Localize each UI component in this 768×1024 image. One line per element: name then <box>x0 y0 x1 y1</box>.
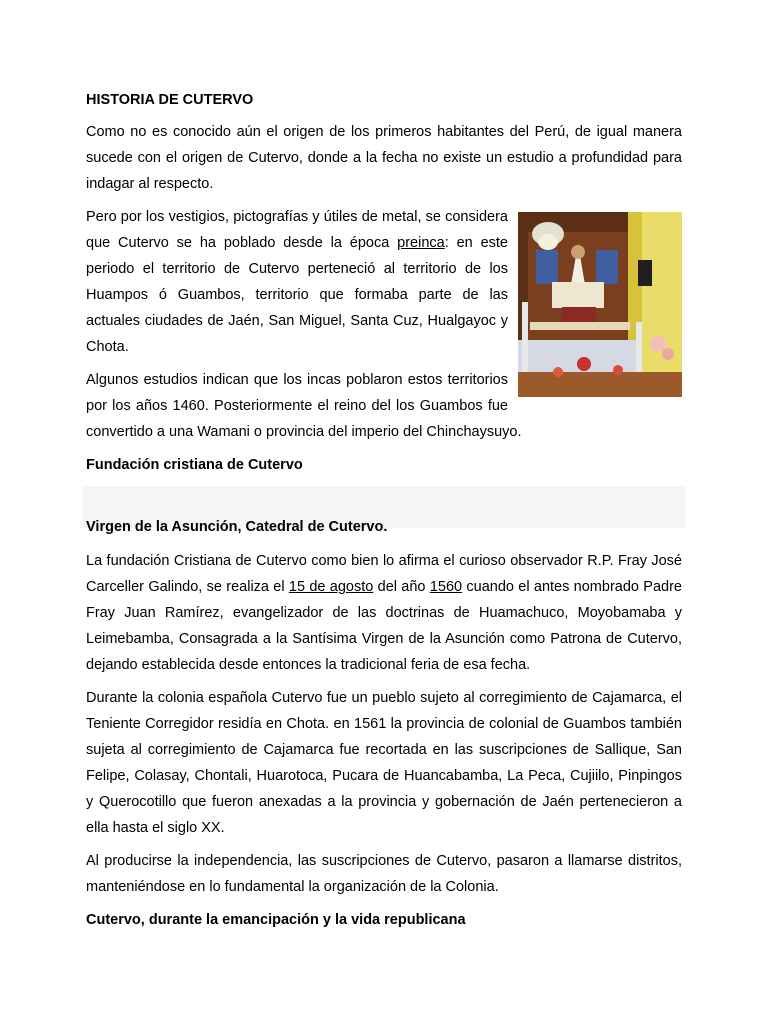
heading-emancipacion: Cutervo, durante la emancipación y la vida republicana <box>86 912 466 928</box>
fundacion-text-3: cuando el antes nombrado Padre Fray Juan Ramírez, evangelizador de las doctrinas de Huamachuco, Moyobamaba y Leimebamba, Consagrada a la Santísima Virgen de la Asunción como Patrona de Cutervo, dejando establecida desde entonces la tradicional feria de esa fecha. <box>86 579 682 673</box>
paragraph-fundacion <box>86 548 682 678</box>
paragraph-independencia: Al producirse la independencia, las suscripciones de Cutervo, pasaron a llamarse distritos, manteniéndose en lo fundamental la organización de la Colonia. <box>86 853 682 895</box>
paragraph-origins-text-1: Pero por los vestigios, pictografías y útiles de metal, se considera que Cutervo se ha poblado desde la época <box>86 209 508 251</box>
paragraph-colonia: Durante la colonia española Cutervo fue un pueblo sujeto al corregimiento de Cajamarca, el Teniente Corregidor residía en Chota. en 1561 la provincia de colonial de Guambos también sujeta al corregimiento de Cajamarca fue recortada en las suscripciones de Sallique, San Felipe, Colasay, Chontali, Huarotoca, Pucara de Huancabamba, La Peca, Cujiilo, Pinpingos y Querocotillo que fueron anexadas a la provincia y gobernación de Jaén pertenecieron a ella hasta el siglo XX. <box>86 690 682 836</box>
cathedral-altar-photo <box>518 212 682 397</box>
fundacion-text-1: La fundación Cristiana de Cutervo como bien lo afirma el curioso observador R.P. Fray José Carceller Galindo, se realiza el <box>86 553 682 595</box>
date-link[interactable]: 15 de agosto <box>288 579 374 595</box>
preinca-link[interactable]: preinca <box>397 235 445 251</box>
image-caption: Virgen de la Asunción, Catedral de Cutervo. <box>86 519 388 535</box>
heading-fundacion: Fundación cristiana de Cutervo <box>86 457 303 473</box>
year-link[interactable]: 1560 <box>429 579 463 595</box>
paragraph-intro: Como no es conocido aún el origen de los primeros habitantes del Perú, de igual manera sucede con el origen de Cutervo, donde a la fecha no existe un estudio a profundidad para indagar al respecto. <box>86 124 682 192</box>
fundacion-text-2: del año <box>373 579 430 595</box>
document-title: HISTORIA DE CUTERVO <box>86 92 254 108</box>
altar-illustration <box>518 212 682 397</box>
paragraph-origins-text-2: : en este periodo el territorio de Cutervo perteneció al territorio de los Huampos ó Guambos, territorio que formaba parte de las actuales ciudades de Jaén, San Miguel, Santa Cuz, Hualgayoc y Chota. <box>86 235 508 355</box>
document-body <box>86 87 682 933</box>
paragraph-incas: Algunos estudios indican que los incas poblaron estos territorios por los años 1460. Posteriormente el reino del los Guambos fue convertido a una Wamani o provincia del imperio del Chinchaysuyo. <box>86 372 522 440</box>
